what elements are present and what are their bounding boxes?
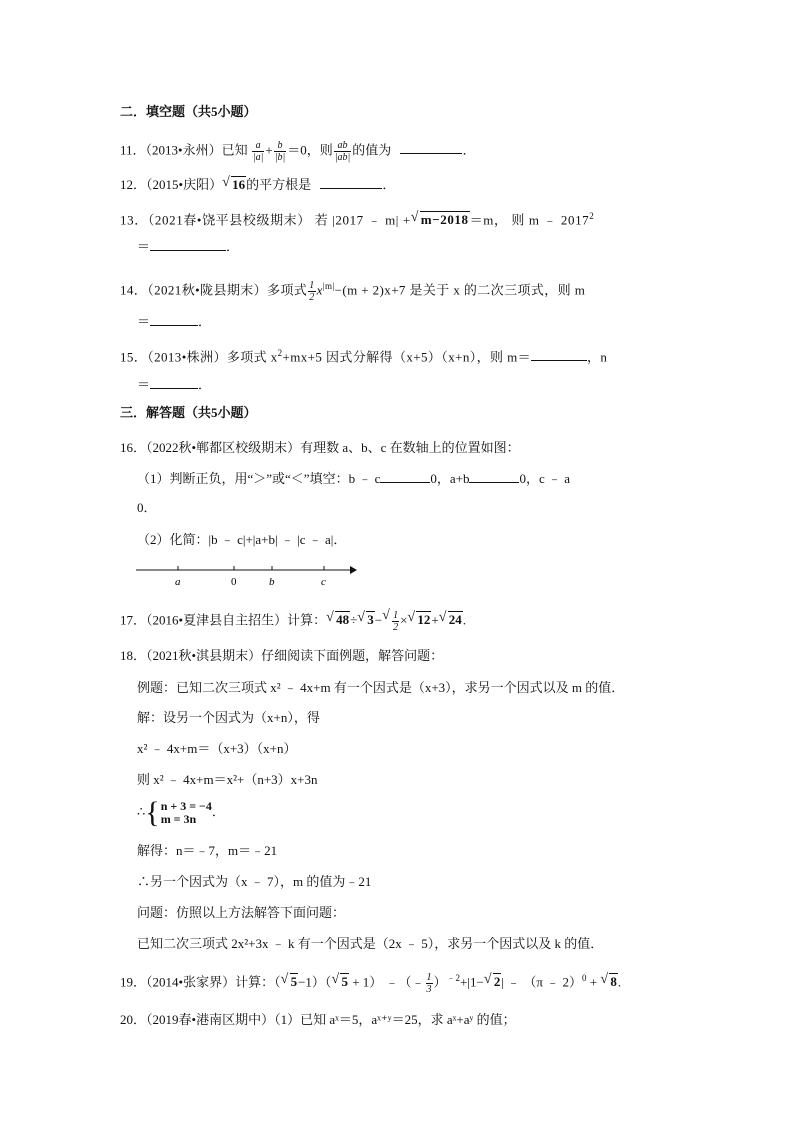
question-14: 14．（2021秋•陇县期末）多项式 $\frac{1}{2}$ $x^{|m|}-(m + 2)x+7$ 是关于 x 的二次三项式，则 m [120,279,586,303]
question-16-part2: （2）化简：|b ﹣ c|+|a+b| ﹣ |c ﹣ a|． [137,532,347,547]
problem-line: 问题：仿照以上方法解答下面问题： [137,905,346,920]
question-12: 12．（2015•庆阳）√ 16的平方根是 ． [120,176,395,193]
answer-blank[interactable] [320,176,382,189]
question-source: （2021秋•陇县期末） [147,282,268,298]
question-number: 17． [120,612,147,628]
fraction-a-over-abs-a: $\frac{a}{|a|}$ [252,140,264,163]
question-number: 13． [120,212,148,228]
question-15-cont: ＝ ． [137,377,212,392]
question-20: 20．（2019春•港南区期中）（1）已知 aˣ＝5，aˣ⁺ʸ＝25，求 aˣ+aʸ 的值； [120,1012,516,1027]
question-number: 18． [120,648,147,663]
answer-blank[interactable] [150,313,198,326]
question-number: 19． [120,974,147,990]
question-13-cont: ＝ ． [137,239,240,254]
label-c: c [321,576,326,588]
fraction-b-over-abs-b: $\frac{b}{|b|}$ [274,140,286,163]
answer-blank[interactable] [150,376,198,389]
fraction-ab-over-abs-ab: $\frac{ab}{|ab|}$ [334,140,351,163]
question-source: （2016•夏津县自主招生） [146,612,288,628]
question-number: 14． [120,282,148,298]
problem-line: 已知二次三项式 2x²+3x ﹣ k 有一个因式是（2x ﹣ 5），求另一个因式以及 k 的值． [137,936,604,951]
answer-blank[interactable] [469,470,519,483]
question-source: （2015•庆阳） [146,177,223,192]
question-number: 16． [120,440,147,455]
sqrt-expression: √ 16 [222,177,246,193]
solution-line: 则 x² ﹣ 4x+m＝x²+（n+3）x+3n [137,772,318,787]
question-14-cont: ＝ ． [137,314,212,329]
solution-line: 解：设另一个因式为（x+n），得 [137,710,320,725]
sqrt-expression: √ m−2018 [411,212,470,228]
fraction-one-half: $\frac{1}{2}$ [309,279,315,303]
number-line [136,560,360,592]
question-19: 19．（2014•张家界）计算：（√ 5−1）（√ 5 + 1） ﹣（﹣ $\frac{1}{3}$ ）$^{﹣2}$+|1−√ 2| ﹣ （π ﹣ 2）$^0$ + √ 8. [120,970,621,995]
question-16-part1-cont: 0． [137,500,157,515]
answer-blank[interactable] [380,470,430,483]
question-source: （2019春•港南区期中） [146,1012,275,1027]
question-16: 16．（2022秋•郸都区校级期末）有理数 a、b、c 在数轴上的位置如图： [120,440,520,455]
arrow-right-icon [350,566,357,574]
question-number: 20． [120,1012,147,1027]
section-heading-solve: 三．解答题（共5小题） [120,405,257,420]
solution-line: x² ﹣ 4x+m＝（x+3）（x+n） [137,741,297,756]
question-source: （2022秋•郸都区校级期末） [146,440,301,455]
question-source: （2021春•饶平县校级期末） [147,212,311,228]
question-15: 15．（2013•株洲）多项式 $x^2+mx+5$ 因式分解得（x+5）（x+n），则 m＝ ，n [120,348,608,365]
question-source: （2021秋•淇县期末） [146,648,262,663]
equation-system: ∴{ n + 3 = −4 m = 3n ． [137,796,225,830]
answer-blank[interactable] [531,348,587,361]
section-heading-fill-blank: 二．填空题（共5小题） [120,104,257,119]
question-18: 18．（2021秋•淇县期末）仔细阅读下面例题，解答问题： [120,648,444,663]
question-source: （2013•株洲） [147,349,227,365]
question-number: 12． [120,177,147,192]
left-brace-icon: { [145,796,160,830]
answer-blank[interactable] [150,238,226,251]
solution-line: ∴另一个因式为（x ﹣ 7），m 的值为﹣21 [137,874,372,889]
label-a: a [175,576,181,588]
example-line: 例题：已知二次三项式 x² ﹣ 4x+m 有一个因式是（x+3），求另一个因式以及 m 的值． [137,680,625,695]
question-number: 15． [120,349,148,365]
question-source: （2014•张家界） [146,974,236,990]
question-16-part1: （1）判断正负，用“＞”或“＜”填空：b ﹣ c 0，a+b 0，c ﹣ a [137,471,571,486]
label-0: 0 [231,576,237,588]
question-11: 11．（2013•永州）已知 $\frac{a}{|a|}$ + $\frac{b}{|b|}$ ＝0，则 $\frac{ab}{|ab|}$ 的值为 ． [120,140,476,163]
question-13: 13．（2021春•饶平县校级期末） 若 |2017 ﹣ m| +√ m−2018＝m， 则 m ﹣ 2017$^2$ [120,208,594,228]
question-number: 11． [120,142,146,158]
answer-blank[interactable] [400,141,462,154]
question-17: 17．（2016•夏津县自主招生）计算：√ 48÷√ 3− √ $\frac{1}{2}$ ×√ 12+√ 24. [120,610,466,633]
label-b: b [269,576,275,588]
question-source: （2013•永州） [145,142,222,158]
solution-line: 解得：n＝﹣7，m＝﹣21 [137,843,278,858]
